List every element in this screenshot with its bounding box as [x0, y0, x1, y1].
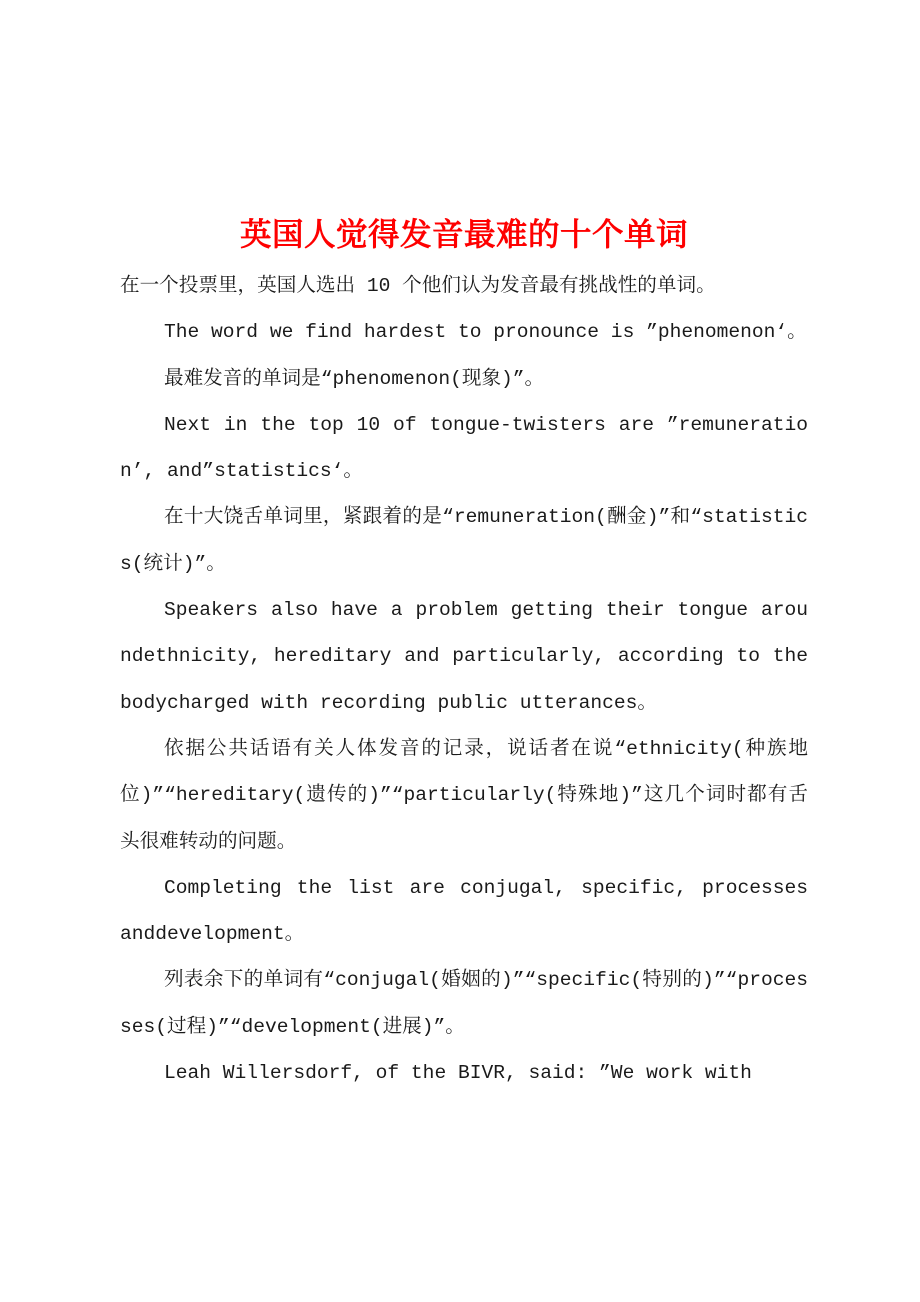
paragraph-3: 最难发音的单词是“phenomenon(现象)”。	[164, 367, 545, 390]
paragraph-6: Speakers also have a problem getting their tongue aroundethnicity, hereditary and particularly, according to the bodycharged with recording public utterances。	[120, 599, 808, 714]
paragraph-2: The word we find hardest to pronounce is ”phenomenon‘。	[164, 321, 807, 344]
paragraph-8: Completing the list are conjugal, specific, processes anddevelopment。	[120, 876, 808, 946]
paragraph-4: Next in the top 10 of tongue-twisters are ”remuneration’, and”statistics‘。	[120, 413, 808, 483]
paragraph-10: Leah Willersdorf, of the BIVR, said: ”We work with	[164, 1062, 752, 1085]
paragraph-7: 依据公共话语有关人体发音的记录，说话者在说“ethnicity(种族地位)”“hereditary(遗传的)”“particularly(特殊地)”这几个词时都有舌头很难转动的问题。	[120, 737, 808, 853]
document-body	[120, 263, 808, 1096]
paragraph-1: 在一个投票里，英国人选出 10 个他们认为发音最有挑战性的单词。	[120, 275, 716, 297]
paragraph-9: 列表余下的单词有“conjugal(婚姻的)”“specific(特别的)”“processes(过程)”“development(进展)”。	[120, 969, 808, 1038]
paragraph-5: 在十大饶舌单词里，紧跟着的是“remuneration(酬金)”和“statistics(统计)”。	[120, 506, 808, 575]
page-title: 英国人觉得发音最难的十个单词	[239, 217, 688, 253]
